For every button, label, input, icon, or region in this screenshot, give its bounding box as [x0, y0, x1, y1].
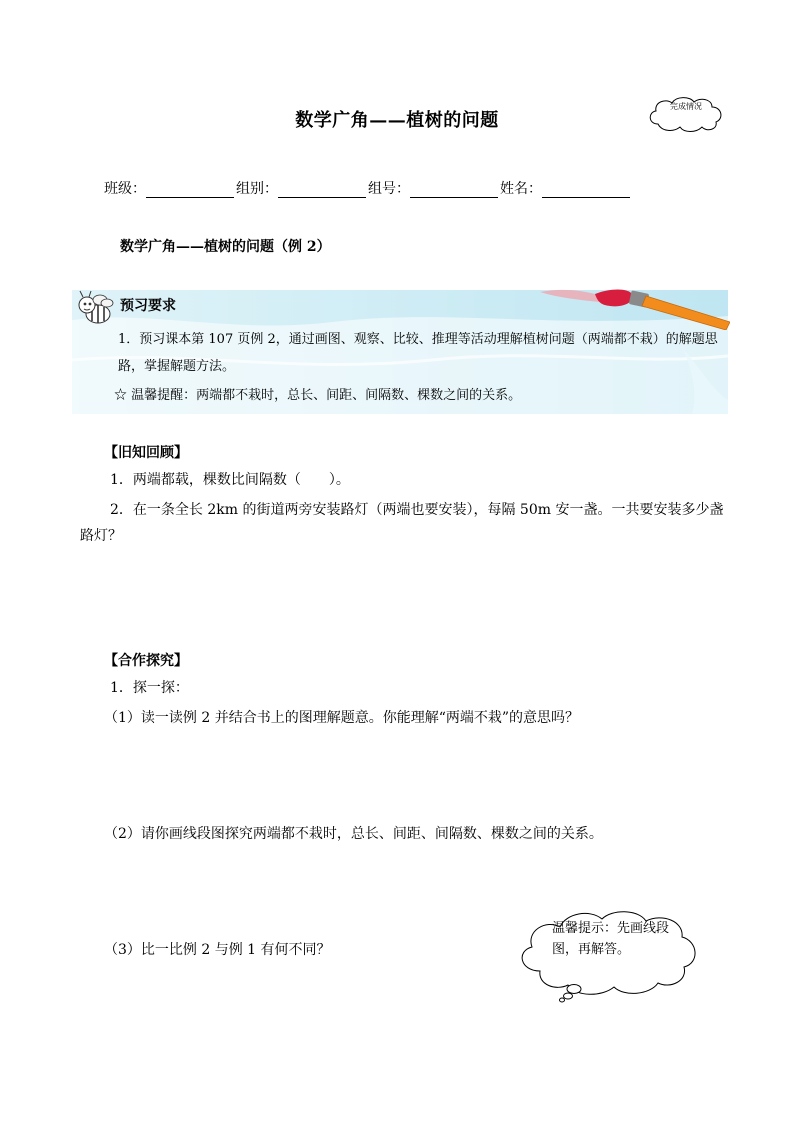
- paint-brush-icon: [540, 288, 730, 330]
- bee-icon: [74, 288, 116, 330]
- group-label: 组别：: [236, 181, 278, 197]
- explore-heading: 【合作探究】: [104, 653, 188, 669]
- student-info-row: [104, 178, 632, 198]
- review-question-1: 1．两端都载，棵数比间隔数（ ）。: [110, 472, 350, 488]
- review-question-2: 2．在一条全长 2km 的街道两旁安装路灯（两端也要安装），每隔 50m 安一盏。一共要安装多少盏路灯？: [80, 502, 724, 544]
- hint-cloud-text: 温馨提示：先画线段图，再解答。: [552, 921, 670, 957]
- explore-sub-2: （2）请你画线段图探究两端都不栽时，总长、间距、间隔数、棵数之间的关系。: [104, 826, 603, 842]
- class-label: 班级：: [104, 181, 146, 197]
- group-number-label: 组号：: [368, 181, 410, 197]
- section-subtitle: 数学广角——植树的问题（例 2）: [120, 239, 331, 255]
- name-blank[interactable]: [542, 183, 630, 198]
- group-blank[interactable]: [278, 183, 366, 198]
- explore-item-1: 1．探一探：: [110, 680, 189, 696]
- status-cloud-label: 完成情况: [670, 102, 702, 111]
- preview-tip: ☆ 温馨提醒：两端都不栽时，总长、间距、间隔数、棵数之间的关系。: [114, 388, 522, 403]
- review-heading: 【旧知回顾】: [104, 445, 188, 461]
- preview-heading: 预习要求: [120, 298, 176, 314]
- explore-sub-3: （3）比一比例 2 与例 1 有何不同？: [104, 942, 331, 958]
- group-number-blank[interactable]: [410, 183, 498, 198]
- explore-sub-1: （1）读一读例 2 并结合书上的图理解题意。你能理解“两端不栽”的意思吗？: [104, 710, 580, 726]
- page-title: 数学广角——植树的问题: [295, 110, 499, 131]
- class-blank[interactable]: [146, 183, 234, 198]
- status-cloud-icon: [646, 94, 726, 134]
- preview-item-1: 1．预习课本第 107 页例 2，通过画图、观察、比较、推理等活动理解植树问题（两端都不栽）的解题思路，掌握解题方法。: [118, 332, 718, 374]
- name-label: 姓名：: [500, 181, 542, 197]
